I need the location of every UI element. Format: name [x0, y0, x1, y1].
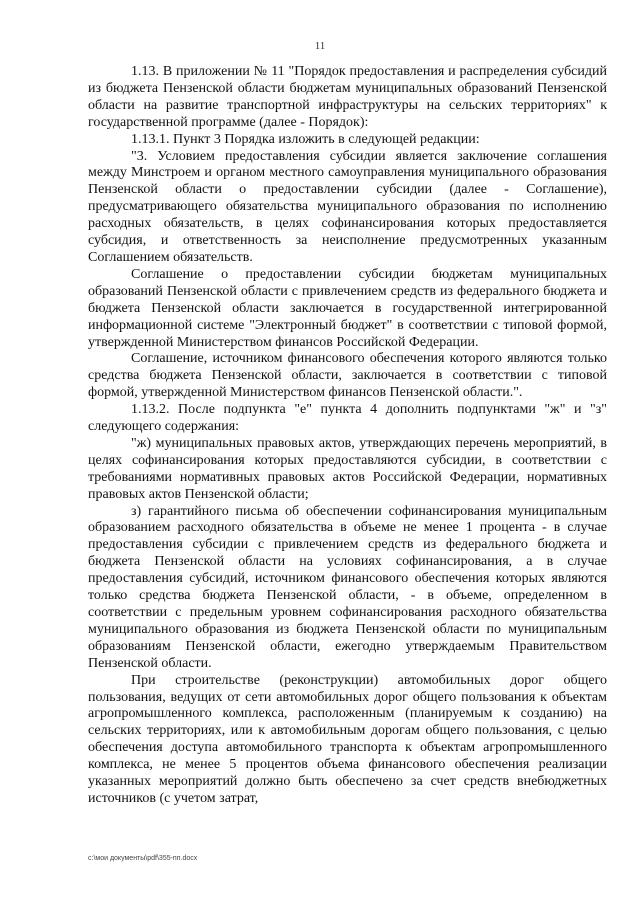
- footer-file-path: c:\мои документы\pdf\355-пп.docx: [88, 855, 198, 862]
- paragraph-road-construction: При строительстве (реконструкции) автомобильных дорог общего пользования, ведущих от сети автомобильных дорог общего пользования к объектам агропромышленного комплекса, расположенным (планируемым к созданию) на сельских территориях, или к автомобильным дорогам общего пользования, с целью обеспечения доступа автомобильного транспорта к объектам агропромышленного комплекса, не менее 5 процентов объема финансового обеспечения реализации указанных мероприятий должно быть обеспечено за счет средств внебюджетных источников (с учетом затрат,: [88, 672, 607, 806]
- paragraph-subitem-z: з) гарантийного письма об обеспечении софинансирования муниципальным образованием расходного обязательства в объеме не менее 1 процента - в случае предоставления субсидии с привлечением средств из федерального бюджета и бюджета Пензенской области на условиях софинансирования, а в случае предоставления субсидий, источником финансового обеспечения которых являются только средства бюджета Пензенской области, - в объеме, определенном в соответствии с предельным уровнем софинансирования расходного обязательства муниципального образования из бюджета Пензенской области по муниципальным образованиям Пензенской области, ежегодно утверждаемым Правительством Пензенской области.: [88, 503, 607, 671]
- paragraph-1-13-1: 1.13.1. Пункт 3 Порядка изложить в следующей редакции:: [131, 131, 480, 147]
- paragraph-1-13: 1.13. В приложении № 11 "Порядок предоставления и распределения субсидий из бюджета Пензенской области бюджетам муниципальных образований Пензенской области на развитие транспортной инфраструктуры на сельских территориях" к государственной программе (далее - Порядок):: [88, 64, 607, 130]
- paragraph-clause-3: "3. Условием предоставления субсидии является заключение соглашения между Минстроем и органом местного самоуправления муниципального образования Пензенской области о предоставлении субсидии (далее - Соглашение), предусматривающего обязательства муниципального образования по исполнению расходных обязательств, в целях софинансирования которых предоставляется субсидия, и ответственность за неисполнение предусмотренных указанным Соглашением обязательств.: [88, 148, 607, 265]
- document-body: [88, 64, 607, 808]
- paragraph-agreement-regional: Соглашение, источником финансового обеспечения которого являются только средства бюджета Пензенской области, заключается в соответствии с типовой формой, утвержденной Министерством финансов Пензенской области.".: [88, 351, 607, 401]
- paragraph-1-13-2: 1.13.2. После подпункта "е" пункта 4 дополнить подпунктами "ж" и "з" следующего содержания:: [88, 402, 607, 435]
- paragraph-subitem-zh: "ж) муниципальных правовых актов, утверждающих перечень мероприятий, в целях софинансирования которых предоставляются субсидии, в соответствии с требованиями нормативных правовых актов Российской Федерации, нормативных правовых актов Пензенской области;: [88, 435, 607, 502]
- page-number: 11: [314, 40, 326, 52]
- paragraph-agreement-federal: Соглашение о предоставлении субсидии бюджетам муниципальных образований Пензенской области с привлечением средств из федерального бюджета и бюджета Пензенской области заключается в государственной интегрированной информационной системе "Электронный бюджет" в соответствии с типовой формой, утвержденной Министерством финансов Российской Федерации.: [88, 266, 607, 350]
